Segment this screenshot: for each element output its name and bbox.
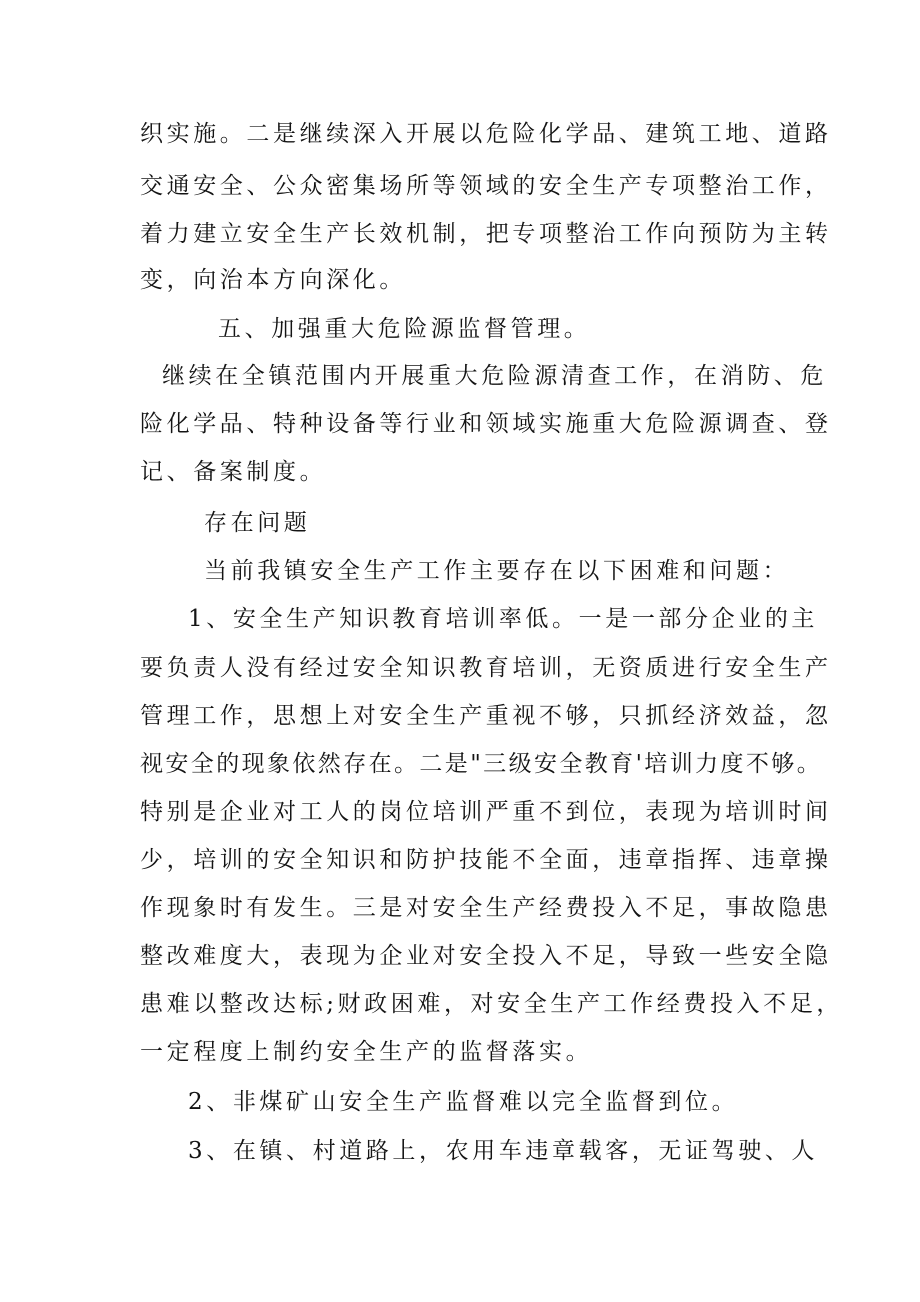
text-line: 视安全的现象依然存在。二是"三级安全教育'培训力度不够。	[140, 751, 823, 777]
text-line: 3、在镇、村道路上，农用车违章载客，无证驾驶、人	[188, 1138, 819, 1164]
text-line: 要负责人没有经过安全知识教育培训，无资质进行安全生产	[140, 655, 832, 681]
text-line: 作现象时有发生。三是对安全生产经费投入不足，事故隐患	[140, 895, 832, 921]
section-heading: 五、加强重大危险源监督管理。	[218, 316, 591, 342]
text-line: 1、安全生产知识教育培训率低。一是一部分企业的主	[188, 606, 819, 632]
text-line: 织实施。二是继续深入开展以危险化学品、建筑工地、道路	[140, 121, 832, 147]
text-line: 记、备案制度。	[140, 459, 327, 485]
text-line: 险化学品、特种设备等行业和领域实施重大危险源调查、登	[140, 411, 832, 437]
text-line: 交通安全、公众密集场所等领域的安全生产专项整治工作，	[140, 173, 832, 199]
text-line: 少，培训的安全知识和防护技能不全面，违章指挥、违章操	[140, 847, 832, 873]
text-line: 继续在全镇范围内开展重大危险源清查工作，在消防、危	[162, 363, 827, 389]
text-line: 当前我镇安全生产工作主要存在以下困难和问题：	[204, 558, 790, 584]
text-line: 变，向治本方向深化。	[140, 267, 406, 293]
section-heading: 存在问题	[204, 510, 311, 536]
text-line: 特别是企业对工人的岗位培训严重不到位，表现为培训时间	[140, 799, 832, 825]
text-line: 管理工作，思想上对安全生产重视不够，只抓经济效益，忽	[140, 703, 832, 729]
text-line: 一定程度上制约安全生产的监督落实。	[140, 1039, 593, 1065]
text-line: 患难以整改达标;财政困难，对安全生产工作经费投入不足，	[140, 991, 843, 1017]
text-line: 整改难度大，表现为企业对安全投入不足，导致一些安全隐	[140, 943, 832, 969]
text-line: 2、非煤矿山安全生产监督难以完全监督到位。	[188, 1089, 739, 1115]
text-line: 着力建立安全生产长效机制，把专项整治工作向预防为主转	[140, 221, 832, 247]
